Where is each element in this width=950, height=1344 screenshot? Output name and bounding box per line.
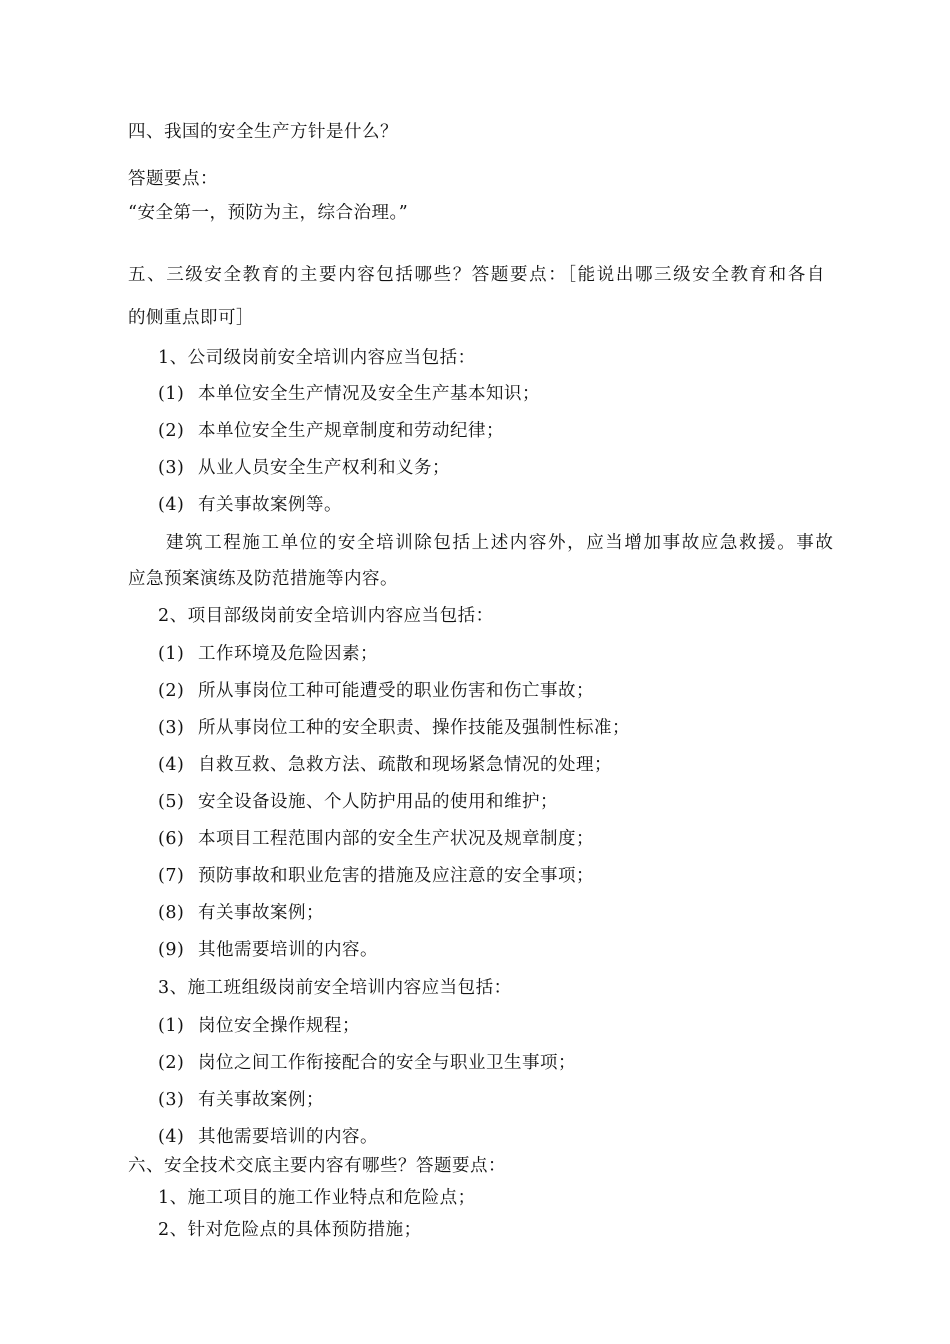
list-item: (6) 本项目工程范围内部的安全生产状况及规章制度； — [158, 829, 594, 849]
list-item: 2、针对危险点的具体预防措施； — [158, 1220, 422, 1240]
q4-answer: “安全第一，预防为主，综合治理。” — [128, 203, 409, 223]
q5-level1-note-line2: 应急预案演练及防范措施等内容。 — [128, 569, 398, 589]
list-item: (3) 所从事岗位工种的安全职责、操作技能及强制性标准； — [158, 718, 630, 738]
list-item: (1) 岗位安全操作规程； — [158, 1016, 360, 1036]
list-item: (4) 自救互救、急救方法、疏散和现场紧急情况的处理； — [158, 755, 612, 775]
q4-answer-label: 答题要点： — [128, 169, 218, 189]
list-item: (2) 岗位之间工作衔接配合的安全与职业卫生事项； — [158, 1053, 576, 1073]
q5-level2-title: 2、项目部级岗前安全培训内容应当包括： — [158, 606, 494, 626]
list-item: (3) 从业人员安全生产权利和义务； — [158, 458, 450, 478]
list-item: (4) 有关事故案例等。 — [158, 495, 342, 515]
list-item: (5) 安全设备设施、个人防护用品的使用和维护； — [158, 792, 558, 812]
list-item: (4) 其他需要培训的内容。 — [158, 1127, 378, 1147]
q5-level3-title: 3、施工班组级岗前安全培训内容应当包括： — [158, 978, 512, 998]
q6-question: 六、安全技术交底主要内容有哪些？答题要点： — [128, 1156, 506, 1176]
q4-question: 四、我国的安全生产方针是什么？ — [128, 122, 398, 142]
list-item: (2) 本单位安全生产规章制度和劳动纪律； — [158, 421, 504, 441]
q5-level1-title: 1、公司级岗前安全培训内容应当包括： — [158, 348, 476, 368]
list-item: (3) 有关事故案例； — [158, 1090, 324, 1110]
list-item: (9) 其他需要培训的内容。 — [158, 940, 378, 960]
list-item: (8) 有关事故案例； — [158, 903, 324, 923]
q5-question-line2: 的侧重点即可］ — [128, 308, 254, 328]
list-item: (1) 工作环境及危险因素； — [158, 644, 378, 664]
list-item: (2) 所从事岗位工种可能遭受的职业伤害和伤亡事故； — [158, 681, 594, 701]
q5-question-line1: 五、三级安全教育的主要内容包括哪些？答题要点：［能说出哪三级安全教育和各自 — [128, 265, 826, 285]
list-item: (1) 本单位安全生产情况及安全生产基本知识； — [158, 384, 540, 404]
q5-level1-note-line1: 建筑工程施工单位的安全培训除包括上述内容外，应当增加事故应急救援。事故 — [166, 533, 835, 553]
list-item: (7) 预防事故和职业危害的措施及应注意的安全事项； — [158, 866, 594, 886]
list-item: 1、施工项目的施工作业特点和危险点； — [158, 1188, 476, 1208]
